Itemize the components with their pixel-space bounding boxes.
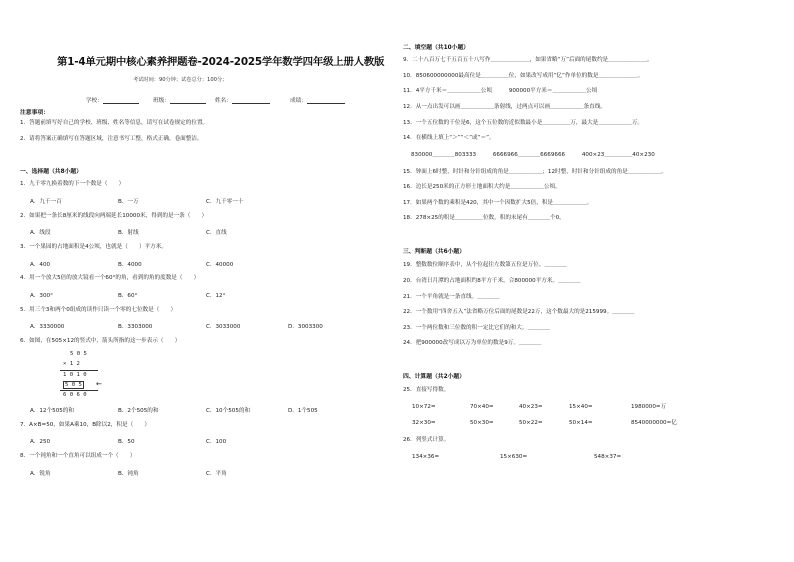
q2-option-a[interactable]: A．线段 xyxy=(30,230,51,236)
name-blank[interactable] xyxy=(232,98,270,104)
q4-option-b[interactable]: B．60° xyxy=(118,293,138,299)
exam-meta: 考试时间：90分钟；试卷总分：100分； xyxy=(133,77,228,83)
score-blank[interactable] xyxy=(307,98,345,104)
calc-r2c5[interactable]: 8540000000≈亿 xyxy=(631,420,677,426)
q20-text[interactable]: 20．台湾日月潭的占地面积约8平方千米，合800000平方米。＿＿＿＿ xyxy=(403,278,581,284)
q8-option-b[interactable]: B．钝角 xyxy=(118,471,139,477)
q9-text[interactable]: 9．二十八百万七千五百五十八写作＿＿＿＿＿＿＿，如果省略“万”后面的尾数约是＿＿＿＿＿＿＿。 xyxy=(403,57,653,63)
q3-option-c[interactable]: C．40000 xyxy=(206,262,234,268)
section4-title: 四、计算题（共2小题） xyxy=(403,374,466,380)
q11-text[interactable]: 11．4平方千米＝＿＿＿＿＿＿公顷 900000平方米＝＿＿＿＿＿＿公顷 xyxy=(403,88,598,94)
q1-option-a[interactable]: A．九千一百 xyxy=(30,199,62,205)
calc-r2c1[interactable]: 32×30= xyxy=(412,420,436,426)
q18-text[interactable]: 18．278×25的积是＿＿＿＿＿位数，积的末尾有＿＿＿＿个0。 xyxy=(403,215,565,221)
q7-option-b[interactable]: B．50 xyxy=(118,439,135,445)
q6-option-a[interactable]: A．12个505的和 xyxy=(30,408,74,414)
section2-title: 二、填空题（共10小题） xyxy=(403,45,470,51)
section3-title: 三、判断题（共6小题） xyxy=(403,249,466,255)
q2-option-c[interactable]: C．直线 xyxy=(206,230,227,236)
name-label: 姓名： xyxy=(215,98,232,104)
calc-r1c4[interactable]: 15×40= xyxy=(569,404,593,410)
q8-option-c[interactable]: C．平角 xyxy=(206,471,227,477)
calc-r2c2[interactable]: 50×30= xyxy=(470,420,494,426)
q6-option-c[interactable]: C．10个505的和 xyxy=(206,408,251,414)
q6-option-d[interactable]: D．1个505 xyxy=(288,408,318,414)
arrow-left-icon: ← xyxy=(96,380,102,388)
q6-fig-line1: 5 0 5 xyxy=(70,351,87,357)
q6-fig-rule1 xyxy=(60,370,98,371)
q5-option-d[interactable]: D．3003300 xyxy=(288,324,323,330)
q14-text: 14．在横线上填上“＞”“＜”或“＝”。 xyxy=(403,135,495,141)
notice-title: 注意事项： xyxy=(20,110,49,116)
q13-text[interactable]: 13．一个五位数的千位是6，这个五位数的近似数最小是＿＿＿＿＿万，最大是＿＿＿＿＿＿万。 xyxy=(403,120,644,126)
q6-fig-line3: 1 0 1 0 xyxy=(63,372,87,378)
q22-text[interactable]: 22．一个数用“四舍五入”法省略万位后面的尾数是22万，这个数最大的是215999。＿＿＿＿ xyxy=(403,309,635,315)
q4-option-c[interactable]: C．12° xyxy=(206,293,226,299)
name-field[interactable] xyxy=(215,96,270,104)
q4-option-a[interactable]: A．300° xyxy=(30,293,53,299)
q26-text: 26．列竖式计算。 xyxy=(403,437,450,443)
q24-text[interactable]: 24．把900000改写成以万为单位的数是9万。＿＿＿＿ xyxy=(403,340,542,346)
q8-text: 8．一个钝角和一个直角可以组成一个（ ） xyxy=(20,453,136,459)
vertical-calc-1[interactable]: 134×36= xyxy=(412,454,440,460)
q2-text: 2．如果把一条长8厘米的线段向两端延长10000米，得到的是一条（ ） xyxy=(20,213,208,219)
q1-option-b[interactable]: B．一万 xyxy=(118,199,139,205)
q3-option-a[interactable]: A．400 xyxy=(30,262,51,268)
q6-text: 6．如图，在505×12的竖式中，箭头所指的这一步表示（ ） xyxy=(20,338,181,344)
score-field[interactable] xyxy=(290,96,345,104)
q3-option-b[interactable]: B．4000 xyxy=(118,262,142,268)
q16-text[interactable]: 16．边长是250米的正方形土地面积大约是＿＿＿＿＿＿公顷。 xyxy=(403,184,561,190)
notice-item-1: 1．答题前填写好自己的学校、班级、姓名等信息，请写在试卷规定的位置。 xyxy=(20,120,209,126)
school-label: 学校： xyxy=(86,98,103,104)
school-blank[interactable] xyxy=(103,98,139,104)
q25-text: 25．直接写得数。 xyxy=(403,387,450,393)
q7-option-a[interactable]: A．250 xyxy=(30,439,51,445)
q10-text[interactable]: 10．850600000000最高位是＿＿＿＿＿位，如果改写成用“亿”作单位的数是＿＿＿＿＿＿＿。 xyxy=(403,73,644,79)
score-label: 成绩： xyxy=(290,98,307,104)
section1-title: 一、选择题（共8小题） xyxy=(20,169,83,175)
q6-fig-rule2 xyxy=(60,390,98,391)
q15-text[interactable]: 15．钟面上6时整，时针和分针组成的角是＿＿＿＿＿＿；12时整，时针和分针组成的角是＿＿＿＿＿＿。 xyxy=(403,169,667,175)
calc-r1c1[interactable]: 10×72= xyxy=(412,404,436,410)
q23-text[interactable]: 23．一个两位数和三位数的积一定比它们的和大。＿＿＿＿ xyxy=(403,325,550,331)
q2-option-b[interactable]: B．射线 xyxy=(118,230,139,236)
page-title: 第1-4单元期中核心素养押题卷-2024-2025学年数学四年级上册人教版 xyxy=(57,56,385,68)
q5-option-a[interactable]: A．3330000 xyxy=(30,324,65,330)
vertical-calc-3[interactable]: 548×37= xyxy=(594,454,622,460)
q4-text: 4．用一个放大5倍的放大镜看一个60°的角，看到的角的度数是（ ） xyxy=(20,275,200,281)
school-field[interactable] xyxy=(86,96,139,104)
q5-option-c[interactable]: C．3033000 xyxy=(206,324,241,330)
class-label: 班级： xyxy=(153,98,170,104)
q7-option-c[interactable]: C．100 xyxy=(206,439,227,445)
q6-fig-line5: 6 0 6 0 xyxy=(63,392,87,398)
q5-option-b[interactable]: B．3303000 xyxy=(118,324,153,330)
q6-option-b[interactable]: B．2个505的和 xyxy=(118,408,159,414)
vertical-calc-2[interactable]: 15×630= xyxy=(500,454,528,460)
q5-text: 5．用三个3和两个0组成的读作只读一个零的七位数是（ ） xyxy=(20,307,177,313)
q8-option-a[interactable]: A．锐角 xyxy=(30,471,51,477)
calc-r1c2[interactable]: 70×40= xyxy=(470,404,494,410)
notice-item-2: 2．请将答案正确填写在答题区域，注意书写工整，格式正确，卷面整洁。 xyxy=(20,136,203,142)
class-blank[interactable] xyxy=(170,98,206,104)
class-field[interactable] xyxy=(153,96,206,104)
calc-r1c3[interactable]: 40×23= xyxy=(519,404,543,410)
calc-r1c5[interactable]: 1980000=万 xyxy=(631,404,667,410)
q17-text[interactable]: 17．如果两个数的乘积是420，其中一个因数扩大5倍，积是＿＿＿＿＿＿。 xyxy=(403,200,593,206)
q7-text: 7．A×B=50，如果A乘10，B除以2，积是（ ） xyxy=(20,422,150,428)
q6-fig-boxed-row: 5 0 5 xyxy=(65,382,82,388)
q1-text: 1．九千零九换着数的下一个数是（ ） xyxy=(20,181,125,187)
q19-text[interactable]: 19．整数数位顺序表中，从个位起往左数第五位是万位。＿＿＿＿ xyxy=(403,262,567,268)
q1-option-c[interactable]: C．九千零一十 xyxy=(206,199,244,205)
q6-fig-line2: × 1 2 xyxy=(63,361,80,367)
q21-text[interactable]: 21．一个平角就是一条直线。＿＿＿＿ xyxy=(403,294,500,300)
right-column xyxy=(397,0,794,562)
calc-r2c3[interactable]: 50×22= xyxy=(519,420,543,426)
q6-fig-line4-box xyxy=(63,381,84,389)
q12-text[interactable]: 12．从一点出发可以画＿＿＿＿＿＿条射线，过两点可以画＿＿＿＿＿＿条直线。 xyxy=(403,104,606,110)
q14-comparisons[interactable]: 830000＿＿＿＿803333 6666966＿＿＿＿6669666 400×23＿＿＿＿＿40×230 xyxy=(411,152,655,158)
q3-text: 3．一个果园的占地面积是4公顷，也就是（ ）平方米。 xyxy=(20,244,167,250)
calc-r2c4[interactable]: 50×14= xyxy=(569,420,593,426)
